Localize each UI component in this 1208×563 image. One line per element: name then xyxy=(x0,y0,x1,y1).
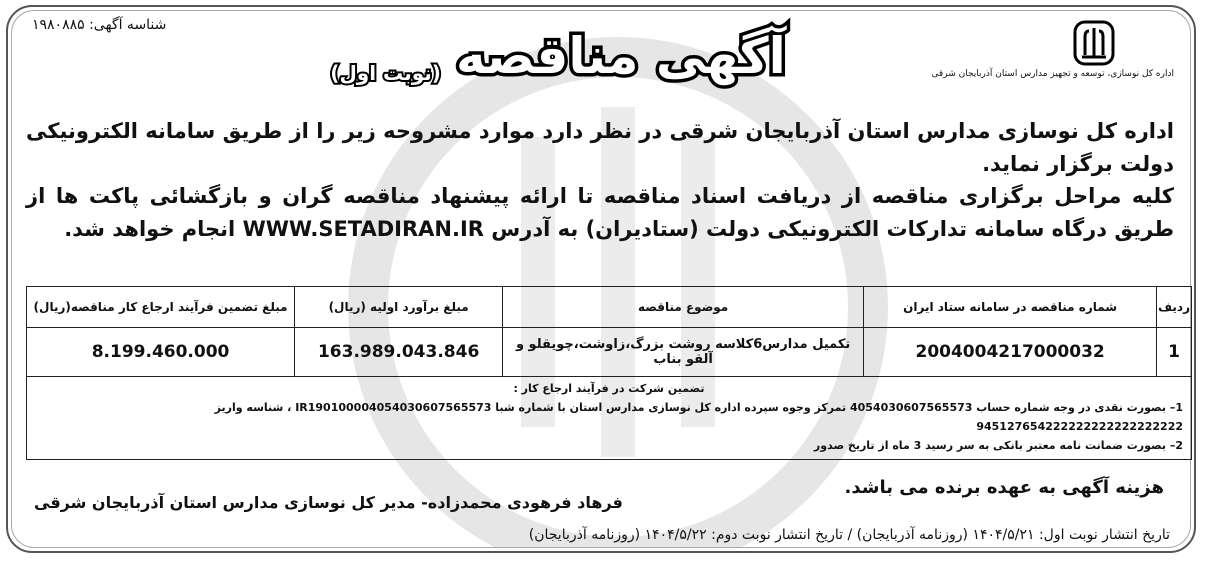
tender-table-wrap xyxy=(26,286,1192,460)
guarantee-line-1: 1– بصورت نقدی در وجه شماره حساب 4054030607565573 تمرکز وجوه سپرده اداره کل نوسازی مدارس استان با شماره شبا IR190100004054030607565573 ، شناسه واریز 945127654222222222222222222 xyxy=(214,401,1183,433)
title-block xyxy=(308,27,808,93)
header-subject: موضوع مناقصه xyxy=(503,287,864,328)
publication-dates: تاریخ انتشار نوبت اول: ۱۴۰۴/۵/۲۱ (روزنامه آذربایجان) / تاریخ انتشار نوبت دوم: ۱۴۰۴/۵/۲۲ (روزنامه آذربایجان) xyxy=(528,527,1170,543)
title-round: (نوبت اول) xyxy=(330,61,441,85)
cost-note: هزینه آگهی به عهده برنده می باشد. xyxy=(844,477,1164,498)
paragraph-1: اداره کل نوسازی مدارس استان آذربایجان شرقی در نظر دارد موارد مشروحه زیر را از طریق سامانه الکترونیکی دولت برگزار نماید. xyxy=(26,119,1174,176)
guarantee-title: تضمین شرکت در فرآیند ارجاع کار : xyxy=(513,382,705,395)
header-row-number: ردیف xyxy=(1157,287,1192,328)
body-text xyxy=(26,115,1174,245)
page-title: آگهی مناقصه xyxy=(456,27,786,85)
guarantee-line-2: 2– بصورت ضمانت نامه معتبر بانکی به سر رسید 3 ماه از تاریخ صدور xyxy=(813,439,1183,452)
signature: فرهاد فرهودی محمدزاده- مدیر کل نوسازی مدارس استان آذربایجان شرقی xyxy=(34,493,623,512)
cell-tender-number: 2004004217000032 xyxy=(864,328,1157,377)
cell-row-number: 1 xyxy=(1157,328,1192,377)
ad-id: شناسه آگهی: ۱۹۸۰۸۸۵ xyxy=(32,17,167,33)
cell-estimate: 163.989.043.846 xyxy=(295,328,503,377)
cell-guarantee: 8.199.460.000 xyxy=(27,328,295,377)
table-header-row xyxy=(27,287,1192,328)
header-tender-number: شماره مناقصه در سامانه ستاد ایران xyxy=(864,287,1157,328)
guarantee-notes xyxy=(27,377,1192,460)
header-guarantee: مبلغ تضمین فرآیند ارجاع کار مناقصه(ریال) xyxy=(27,287,295,328)
logo-caption: اداره کل نوسازی، توسعه و تجهیز مدارس استان آذربایجان شرقی xyxy=(931,69,1174,79)
table-row xyxy=(27,328,1192,377)
logo xyxy=(931,19,1174,79)
cell-subject: تکمیل مدارس6کلاسه روشت بزرگ،زاوشت،چویقلو و آلقو بناب xyxy=(503,328,864,377)
header-estimate: مبلغ برآورد اولیه (ریال) xyxy=(295,287,503,328)
government-emblem-icon xyxy=(1072,19,1116,67)
tender-table xyxy=(26,286,1192,460)
paragraph-2: کلیه مراحل برگزاری مناقصه از دریافت اسناد مناقصه تا ارائه پیشنهاد مناقصه گران و بازگشائی پاکت ها از طریق درگاه سامانه تدارکات الکترونیکی دولت (ستادیران) به آدرس WWW.SETADIRAN.IR انجام خواهد شد. xyxy=(26,184,1174,241)
guarantee-notes-row xyxy=(27,377,1192,460)
ad-frame xyxy=(6,5,1196,553)
